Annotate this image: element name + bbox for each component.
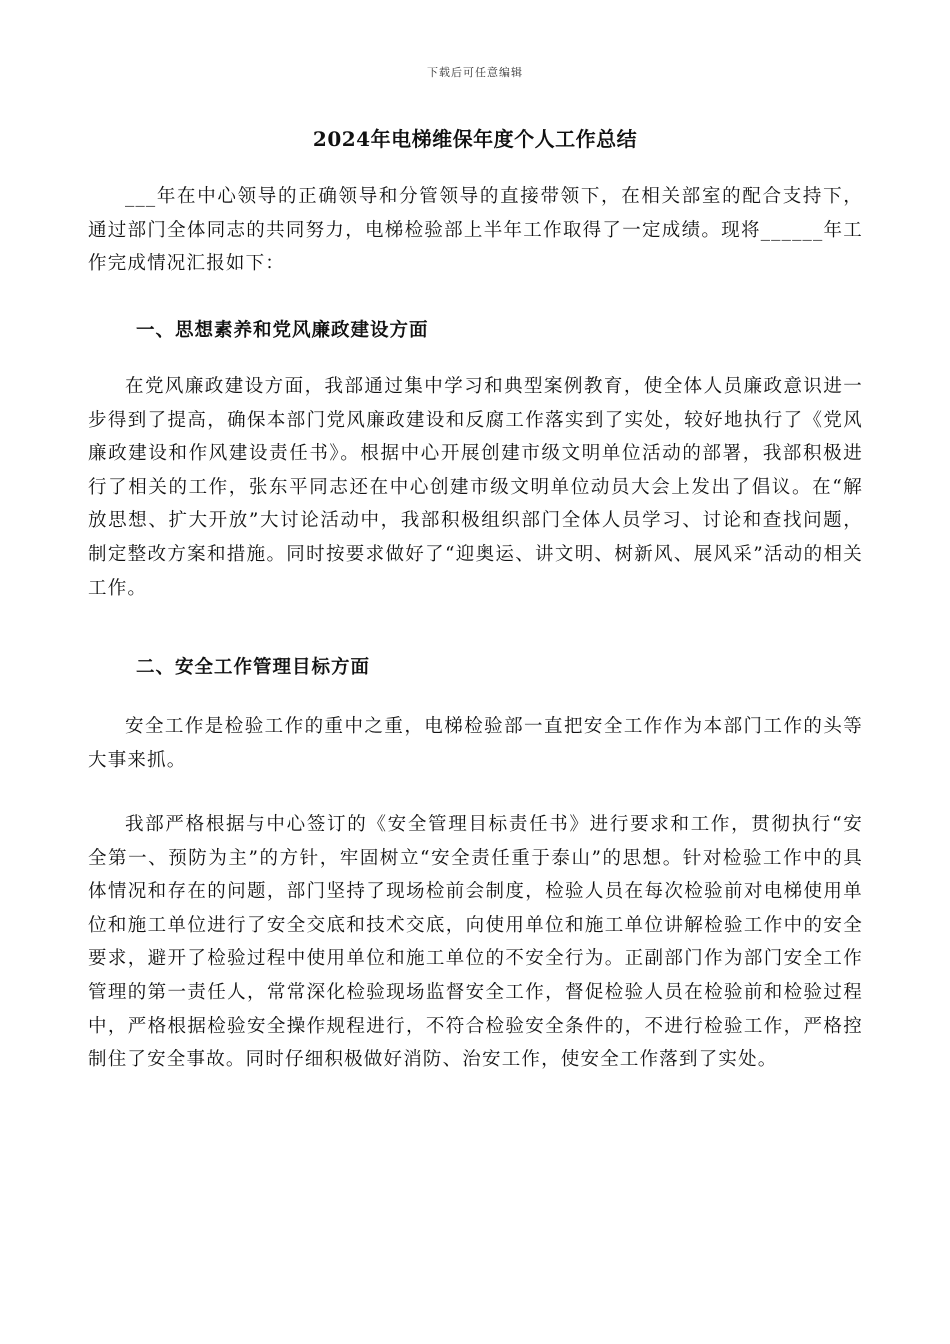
section-2-paragraph-1: 安全工作是检验工作的重中之重，电梯检验部一直把安全工作作为本部门工作的头等大事来抓。 (88, 716, 863, 771)
section-heading-1: 一、思想素养和党风廉政建设方面 (136, 320, 429, 341)
document-title: 2024年电梯维保年度个人工作总结 (312, 127, 638, 151)
section-2-paragraph-2: 我部严格根据与中心签订的《安全管理目标责任书》进行要求和工作，贯彻执行“安全第一、预防为主”的方针，牢固树立“安全责任重于泰山”的思想。针对检验工作中的具体情况和存在的问题，部门坚持了现场检前会制度，检验人员在每次检验前对电梯使用单位和施工单位进行了安全交底和技术交底，向使用单位和施工单位讲解检验工作中的安全要求，避开了检验过程中使用单位和施工单位的不安全行为。正副部门作为部门安全工作管理的第一责任人，常常深化检验现场监督安全工作，督促检验人员在检验前和检验过程中，严格根据检验安全操作规程进行，不符合检验安全条件的，不进行检验工作，严格控制住了安全事故。同时仔细积极做好消防、治安工作，使安全工作落到了实处。 (88, 814, 863, 1071)
header-note: 下载后可任意编辑 (427, 66, 523, 79)
intro-paragraph: ___年在中心领导的正确领导和分管领导的直接带领下，在相关部室的配合支持下，通过部门全体同志的共同努力，电梯检验部上半年工作取得了一定成绩。现将______年工作完成情况汇报如下： (88, 186, 863, 275)
section-1-paragraph-1: 在党风廉政建设方面，我部通过集中学习和典型案例教育，使全体人员廉政意识进一步得到了提高，确保本部门党风廉政建设和反腐工作落实到了实处，较好地执行了《党风廉政建设和作风建设责任书》。根据中心开展创建市级文明单位活动的部署，我部积极进行了相关的工作，张东平同志还在中心创建市级文明单位动员大会上发出了倡议。在“解放思想、扩大开放”大讨论活动中，我部积极组织部门全体人员学习、讨论和查找问题，制定整改方案和措施。同时按要求做好了“迎奥运、讲文明、树新风、展风采”活动的相关工作。 (88, 376, 863, 599)
section-heading-2: 二、安全工作管理目标方面 (136, 657, 371, 678)
